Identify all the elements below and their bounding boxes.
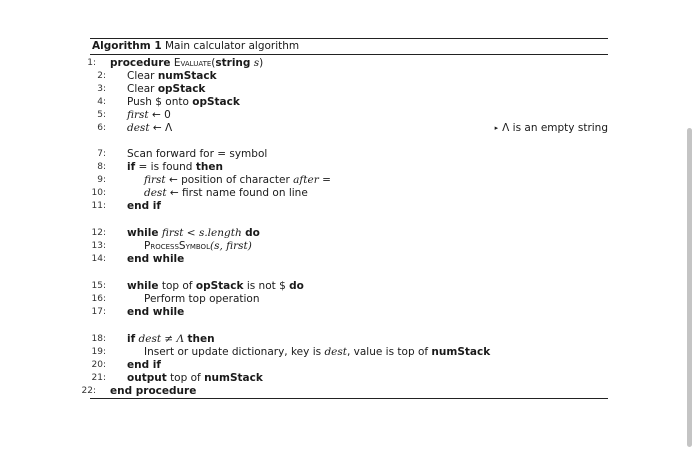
line-number: 5: <box>97 110 106 120</box>
keyword: then <box>187 333 215 345</box>
line-number: 19: <box>91 347 106 357</box>
line-text: Scan forward for = symbol <box>127 148 268 160</box>
line-number: 3: <box>97 84 106 94</box>
line-number: 16: <box>91 294 106 304</box>
line-text: top of <box>170 372 201 384</box>
variable: dest <box>127 122 150 134</box>
line-number: 20: <box>91 360 106 370</box>
line-number: 17: <box>91 307 106 317</box>
line-text: top of <box>161 280 193 292</box>
keyword: end if <box>127 359 161 371</box>
keyword: if <box>127 333 136 345</box>
keyword: end while <box>127 253 185 265</box>
vertical-scrollbar[interactable] <box>687 128 692 447</box>
line-number: 4: <box>97 97 106 107</box>
variable: first <box>127 109 149 121</box>
line-number: 22: <box>81 386 96 396</box>
algorithm-lines <box>81 55 608 398</box>
identifier: numStack <box>204 372 263 384</box>
identifier: opStack <box>192 96 240 108</box>
keyword: then <box>195 161 223 173</box>
line-11 <box>90 200 608 213</box>
line-text: is not $ <box>246 280 286 292</box>
function-name: Evaluate <box>173 57 212 69</box>
line-3 <box>90 83 608 96</box>
line-5 <box>90 109 608 122</box>
caption-title: Main calculator algorithm <box>164 40 300 52</box>
arg-type: string <box>215 57 251 69</box>
bottom-rule <box>90 398 608 399</box>
algorithm-block <box>81 38 608 399</box>
line-14 <box>90 253 608 266</box>
comment-triangle-icon: ▸ <box>494 124 499 132</box>
line-number: 21: <box>91 373 106 383</box>
line-number: 15: <box>91 281 106 291</box>
line-number: 18: <box>91 334 106 344</box>
keyword: output <box>127 372 167 384</box>
expression: dest ≠ Λ <box>138 333 185 345</box>
line-text: ← position of character <box>168 174 290 186</box>
variable: dest <box>324 346 347 358</box>
line-text: Insert or update dictionary, key is <box>144 346 322 358</box>
function-name: ProcessSymbol <box>144 240 210 252</box>
line-4 <box>90 96 608 109</box>
keyword: do <box>289 280 304 292</box>
line-12 <box>90 227 608 240</box>
line-9 <box>90 174 608 187</box>
caption-label: Algorithm 1 <box>92 40 162 52</box>
arg-variable: s <box>253 57 260 69</box>
line-text: Perform top operation <box>144 293 260 305</box>
line-number: 8: <box>97 162 106 172</box>
line-17 <box>90 306 608 319</box>
paren-open: ( <box>211 57 216 69</box>
keyword: while <box>127 227 159 239</box>
expression: first < s.length <box>161 227 242 239</box>
line-15 <box>90 280 608 293</box>
line-1 <box>87 57 608 70</box>
identifier: numStack <box>431 346 491 358</box>
identifier: opStack <box>157 83 206 95</box>
line-7 <box>90 148 608 161</box>
line-text: = <box>322 174 331 186</box>
line-number: 9: <box>97 175 106 185</box>
keyword: end while <box>127 306 185 318</box>
line-number: 7: <box>97 149 106 159</box>
line-text: Push $ onto <box>127 96 189 108</box>
line-number: 11: <box>91 201 106 211</box>
identifier: opStack <box>195 280 244 292</box>
keyword: do <box>245 227 260 239</box>
line-text: ← first name found on line <box>169 187 308 199</box>
line-16 <box>90 293 608 306</box>
line-number: 2: <box>97 71 106 81</box>
algorithm-caption <box>90 39 608 54</box>
comment-text: Λ is an empty string <box>502 122 608 134</box>
emphasis: after <box>293 174 319 186</box>
line-comment <box>495 122 608 135</box>
assignment: ← 0 <box>151 109 171 121</box>
line-text: = is found <box>138 161 193 173</box>
keyword: end if <box>127 200 161 212</box>
variable: dest <box>144 187 167 199</box>
line-number: 10: <box>91 188 106 198</box>
line-21 <box>90 372 608 385</box>
line-number: 6: <box>97 123 106 133</box>
line-number: 1: <box>87 58 96 68</box>
line-number: 14: <box>91 254 106 264</box>
identifier: numStack <box>157 70 217 82</box>
line-8 <box>90 161 608 174</box>
paren-close: ) <box>259 57 264 69</box>
line-number: 13: <box>91 241 106 251</box>
line-22 <box>81 385 608 398</box>
line-text: Clear <box>127 83 155 95</box>
line-2 <box>90 70 608 83</box>
line-text: Clear <box>127 70 155 82</box>
line-6 <box>90 122 608 135</box>
arguments: (s, first) <box>209 240 252 252</box>
line-20 <box>90 359 608 372</box>
line-text: , value is top of <box>346 346 429 358</box>
variable: first <box>144 174 166 186</box>
keyword: procedure <box>110 57 171 69</box>
assignment: ← Λ <box>152 122 173 134</box>
line-18 <box>90 333 608 346</box>
keyword: if <box>127 161 136 173</box>
keyword: while <box>127 280 159 292</box>
line-13 <box>90 240 608 253</box>
line-19 <box>90 346 608 359</box>
line-10 <box>90 187 608 200</box>
keyword: end procedure <box>110 385 197 397</box>
line-number: 12: <box>91 228 106 238</box>
